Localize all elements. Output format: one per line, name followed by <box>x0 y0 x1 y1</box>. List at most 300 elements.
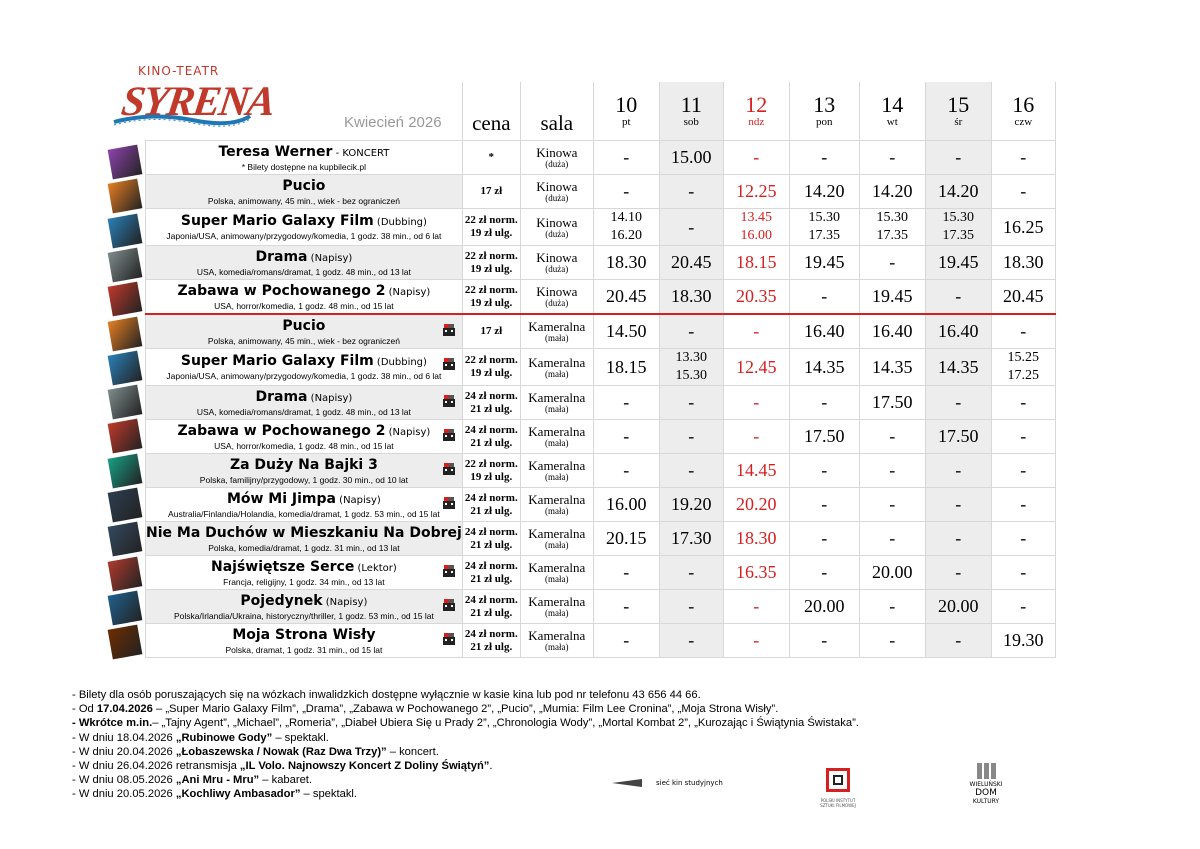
hall-size: (mała) <box>545 368 569 379</box>
showtime-cell <box>859 488 925 522</box>
showtime-cell <box>925 209 991 246</box>
showtime-cell <box>789 280 859 315</box>
note-segment: - W dniu 18.04.2026 <box>72 731 176 744</box>
hall-name: Kameralna <box>528 319 586 334</box>
showtime-cell <box>789 349 859 386</box>
movie-description: Polska, dramat, 1 godz. 31 min., od 15 lat <box>225 644 383 655</box>
showtime-cell <box>991 175 1055 209</box>
note-segment: - Wkrótce m.in. <box>72 717 153 730</box>
showtime: - <box>889 596 896 616</box>
showtime: 12.45 <box>736 356 777 377</box>
showtime-cell <box>925 420 991 454</box>
pisf-square-icon <box>826 768 850 792</box>
header-sala: sala <box>520 82 593 141</box>
movie-cell <box>146 314 463 349</box>
day-name: pt <box>622 116 631 128</box>
ticket-icon <box>442 394 456 408</box>
showtime: - <box>889 252 896 272</box>
showtime-cell <box>991 590 1055 624</box>
showtime-cell <box>991 556 1055 590</box>
movie-description: Polska, familijny/przygodowy, 1 godz. 30 min., od 10 lat <box>199 474 408 485</box>
showtime: 15.30 <box>808 210 841 225</box>
movie-cell <box>146 488 463 522</box>
showtime-cell <box>925 454 991 488</box>
hall-name: Kameralna <box>528 424 586 439</box>
ticket-icon <box>442 564 456 578</box>
showtime-cell <box>991 209 1055 246</box>
logo-wordmark: SYRENA <box>118 79 277 125</box>
note-segment: 17.04.2026 <box>96 703 153 716</box>
movie-cell <box>146 522 463 556</box>
movie-title <box>146 249 462 267</box>
movie-description: Francja, religijny, 1 godz. 34 min., od 13 lat <box>223 576 385 587</box>
movie-title-text: Super Mario Galaxy Film <box>180 353 374 369</box>
showtime: - <box>821 286 828 306</box>
showtime: 20.45 <box>1003 286 1044 306</box>
movie-poster-thumbnail <box>108 385 143 420</box>
movie-title <box>146 559 462 577</box>
price-line: 19 zł ulg. <box>470 262 513 275</box>
price-cell <box>462 454 520 488</box>
hall-cell <box>520 556 593 590</box>
showtime: 16.00 <box>740 228 773 243</box>
movie-description: Polska/Irlandia/Ukraina, historyczny/thriller, 1 godz. 53 min., od 15 lat <box>173 610 434 621</box>
schedule-body <box>146 141 1056 658</box>
price-cell <box>462 209 520 246</box>
showtime: 16.25 <box>1003 216 1044 237</box>
showtime: 16.35 <box>736 562 777 582</box>
hall-size: (mała) <box>545 438 569 448</box>
hall-size: (mała) <box>545 540 569 550</box>
showtime: 13.30 <box>675 350 708 365</box>
logo-subtitle: KINO-TEATR <box>138 64 220 78</box>
ticket-icon <box>442 462 456 476</box>
note-segment: – kabaret. <box>259 774 313 787</box>
showtime-cell <box>723 386 789 420</box>
note-segment: – spektakl. <box>300 788 358 801</box>
showtime: 20.45 <box>671 252 712 272</box>
hall-name: Kameralna <box>528 628 586 643</box>
movie-title <box>146 144 462 162</box>
price-cell <box>462 349 520 386</box>
wdk-line-2: DOM <box>975 788 997 798</box>
showtime-cell <box>925 488 991 522</box>
movie-title-text: Pojedynek <box>240 592 323 609</box>
showtime-cell <box>859 246 925 280</box>
showtime-cell <box>723 590 789 624</box>
movie-poster-thumbnail <box>108 282 143 317</box>
showtime: 16.00 <box>606 494 647 514</box>
showtime: - <box>1020 321 1027 341</box>
showtime-cell <box>723 488 789 522</box>
showtime-cell <box>723 246 789 280</box>
hall-cell <box>520 314 593 349</box>
movie-cell <box>146 590 463 624</box>
day-name: śr <box>954 116 963 128</box>
note-segment: – „Tajny Agent”, „Michael”, „Romeria”, „Diabeł Ubiera Się u Prady 2”, „Chronologia Wody”, „Mortal Kombat 2”, „Kurozając i Świątynia Świstaka”. <box>152 717 859 730</box>
day-header-16 <box>991 82 1055 141</box>
movie-title-text: Zabawa w Pochowanego 2 <box>177 422 386 439</box>
showtime: 17.35 <box>942 228 975 243</box>
day-number: 12 <box>745 92 768 117</box>
note-segment: „Ani Mru - Mru” <box>175 774 260 787</box>
showtime: - <box>821 630 828 650</box>
price-line: 24 zł norm. <box>464 491 518 504</box>
showtime: 17.35 <box>876 228 909 243</box>
price-cell <box>462 280 520 315</box>
showtime-cell <box>789 420 859 454</box>
showtime: 20.00 <box>872 562 913 582</box>
showtime-cell <box>859 209 925 246</box>
hall-size: (mała) <box>545 608 569 618</box>
hall-size: (mała) <box>545 404 569 414</box>
movie-poster-thumbnail <box>108 419 143 454</box>
movie-title-text: Zabawa w Pochowanego 2 <box>177 282 386 299</box>
showtime: 19.45 <box>804 252 845 272</box>
showtime: - <box>1020 181 1027 201</box>
hall-name: Kameralna <box>528 594 586 609</box>
movie-poster-thumbnail <box>108 179 143 214</box>
showtime: 16.20 <box>610 228 643 243</box>
showtime-cell <box>991 314 1055 349</box>
showtime-cell <box>859 314 925 349</box>
showtime: 20.00 <box>804 596 845 616</box>
movie-poster-thumbnail <box>108 625 143 660</box>
showtime-cell <box>925 280 991 315</box>
hall-name: Kameralna <box>528 526 586 541</box>
showtime-cell <box>659 209 723 246</box>
movie-cell <box>146 280 463 315</box>
showtime: 17.35 <box>808 228 841 243</box>
ticket-icon <box>442 357 456 371</box>
showtime: - <box>955 392 962 412</box>
hall-size: (mała) <box>545 333 569 343</box>
price-line: 22 zł norm. <box>464 457 518 470</box>
screening-row <box>146 246 1056 280</box>
wdk-bars-icon <box>968 763 1004 779</box>
showtime-cell <box>991 280 1055 315</box>
showtime: - <box>688 392 695 412</box>
showtime-cell <box>925 246 991 280</box>
showtime: - <box>1020 562 1027 582</box>
day-number: 10 <box>615 92 638 117</box>
screening-row <box>146 280 1056 315</box>
movie-title <box>146 178 462 196</box>
hall-cell <box>520 488 593 522</box>
showtime: - <box>821 392 828 412</box>
showtime-cell <box>659 280 723 315</box>
showtime-cell <box>991 624 1055 658</box>
showtime-cell <box>723 209 789 246</box>
movie-title <box>146 627 462 645</box>
showtime-cell <box>925 556 991 590</box>
note-line <box>72 745 952 759</box>
showtime: 14.35 <box>872 356 913 377</box>
screening-row <box>146 175 1056 209</box>
movie-poster-thumbnail <box>108 453 143 488</box>
hall-size: (mała) <box>545 642 569 652</box>
showtime: - <box>688 630 695 650</box>
note-line <box>72 688 952 702</box>
movie-title <box>146 457 462 475</box>
movie-cell <box>146 349 463 386</box>
showtime-cell <box>789 454 859 488</box>
showtime-cell <box>659 556 723 590</box>
schedule-table <box>145 82 1056 658</box>
showtime: - <box>688 562 695 582</box>
showtime: 18.15 <box>736 252 777 272</box>
ticket-icon <box>442 632 456 646</box>
showtime: 16.40 <box>804 321 845 341</box>
showtime: - <box>1020 596 1027 616</box>
showtime: - <box>889 426 896 446</box>
hall-size: (duża) <box>545 298 569 308</box>
showtime-cell <box>593 522 659 556</box>
showtime-cell <box>859 280 925 315</box>
movie-version: (Napisy) <box>335 494 381 506</box>
showtime-cell <box>593 454 659 488</box>
price-line: * <box>488 151 495 163</box>
showtime-cell <box>859 522 925 556</box>
day-number: 13 <box>813 92 836 117</box>
showtime-cell <box>925 624 991 658</box>
movie-cell <box>146 175 463 209</box>
movie-title <box>146 525 462 543</box>
showtime-cell <box>659 246 723 280</box>
screening-row <box>146 141 1056 175</box>
showtime: - <box>821 562 828 582</box>
price-cell <box>462 522 520 556</box>
movie-description: Australia/Finlandia/Holandia, komedia/dramat, 1 godz. 53 min., od 15 lat <box>168 508 440 519</box>
movie-title-text: Mów Mi Jimpa <box>226 490 336 507</box>
showtime-cell <box>593 246 659 280</box>
day-number: 16 <box>1012 92 1035 117</box>
showtime: 15.30 <box>942 210 975 225</box>
showtime-cell <box>659 386 723 420</box>
screening-row <box>146 349 1056 386</box>
showtime: 14.20 <box>804 181 845 201</box>
movie-poster-thumbnail <box>108 350 143 385</box>
showtime-cell <box>723 522 789 556</box>
price-cell <box>462 246 520 280</box>
showtime-cell <box>659 141 723 175</box>
wdk-line-1: WIELUŃSKI <box>969 781 1003 788</box>
price-cell <box>462 175 520 209</box>
price-line: 19 zł ulg. <box>470 227 513 239</box>
showtime-cell <box>859 420 925 454</box>
showtime: - <box>1020 426 1027 446</box>
screening-row <box>146 314 1056 349</box>
hall-cell <box>520 141 593 175</box>
showtime-cell <box>991 420 1055 454</box>
showtime-cell <box>991 386 1055 420</box>
showtime: 20.45 <box>606 286 647 306</box>
showtime: - <box>623 392 630 412</box>
showtime-cell <box>991 246 1055 280</box>
showtime: - <box>688 321 695 341</box>
pisf-label: POLSKI INSTYTUT SZTUKI FILMOWEJ <box>820 798 856 808</box>
showtime: 17.30 <box>671 528 712 548</box>
showtime: 20.35 <box>736 286 777 306</box>
showtime: - <box>623 147 630 167</box>
movie-description: USA, horror/komedia, 1 godz. 48 min., od 15 lat <box>214 440 394 451</box>
hall-name: Kameralna <box>528 390 586 405</box>
showtime-cell <box>593 175 659 209</box>
note-line <box>72 716 952 730</box>
note-segment: - W dniu 08.05.2026 <box>72 774 176 787</box>
showtime-cell <box>789 314 859 349</box>
movie-description: Japonia/USA, animowany/przygodowy/komedia, 1 godz. 38 min., od 6 lat <box>166 371 442 381</box>
showtime: 14.20 <box>938 181 979 201</box>
showtime: 17.25 <box>1007 368 1040 383</box>
showtime-cell <box>789 141 859 175</box>
month-label: Kwiecień 2026 <box>344 114 442 131</box>
showtime: - <box>753 426 760 446</box>
showtime: - <box>955 494 962 514</box>
movie-cell <box>146 386 463 420</box>
price-cell <box>462 556 520 590</box>
movie-version: - KONCERT <box>332 147 390 159</box>
price-cell <box>462 590 520 624</box>
movie-title-text: Teresa Werner <box>218 143 333 160</box>
hall-size: (mała) <box>545 574 569 584</box>
movie-title-text: Moja Strona Wisły <box>232 626 376 643</box>
screening-row <box>146 556 1056 590</box>
showtime: - <box>623 562 630 582</box>
showtime-cell <box>723 624 789 658</box>
showtime: - <box>889 528 896 548</box>
showtime: - <box>1020 528 1027 548</box>
showtime-cell <box>593 590 659 624</box>
day-header-11 <box>659 82 723 141</box>
note-line <box>72 702 952 716</box>
price-line: 21 zł ulg. <box>470 640 513 653</box>
movie-cell <box>146 454 463 488</box>
showtime: 19.20 <box>671 494 712 514</box>
movie-version: (Napisy) <box>307 392 353 404</box>
showtime: - <box>753 147 760 167</box>
header-cena: cena <box>462 82 520 141</box>
price-line: 19 zł ulg. <box>470 470 513 483</box>
price-cell <box>462 141 520 175</box>
movie-cell <box>146 624 463 658</box>
header-row <box>146 82 1056 141</box>
showtime-cell <box>659 314 723 349</box>
showtime-cell <box>593 420 659 454</box>
hall-cell <box>520 280 593 315</box>
showtime: 14.50 <box>606 321 647 341</box>
price-cell <box>462 624 520 658</box>
showtime-cell <box>925 590 991 624</box>
showtime: 18.30 <box>736 528 777 548</box>
showtime-cell <box>859 624 925 658</box>
ticket-icon <box>442 323 456 337</box>
movie-version: (Dubbing) <box>373 357 427 368</box>
showtime: - <box>753 392 760 412</box>
price-line: 22 zł norm. <box>464 214 518 226</box>
movie-title-text: Pucio <box>282 317 326 334</box>
day-header-12 <box>723 82 789 141</box>
movie-cell <box>146 556 463 590</box>
siec-kin-logo <box>612 779 723 787</box>
showtime: 18.15 <box>606 356 647 377</box>
screening-row <box>146 522 1056 556</box>
movie-description: Japonia/USA, animowany/przygodowy/komedia, 1 godz. 38 min., od 6 lat <box>166 231 442 241</box>
showtime-cell <box>659 454 723 488</box>
screening-row <box>146 420 1056 454</box>
showtime: - <box>955 286 962 306</box>
showtime: - <box>889 494 896 514</box>
showtime-cell <box>659 349 723 386</box>
movie-poster-thumbnail <box>108 316 143 351</box>
showtime: - <box>821 460 828 480</box>
showtime: - <box>623 426 630 446</box>
price-cell <box>462 420 520 454</box>
showtime-cell <box>789 488 859 522</box>
day-name: sob <box>683 116 699 128</box>
note-segment: - W dniu 26.04.2026 retransmisja <box>72 760 240 773</box>
showtime-cell <box>789 590 859 624</box>
showtime: 14.10 <box>610 210 643 225</box>
showtime-cell <box>859 556 925 590</box>
price-cell <box>462 314 520 349</box>
day-header-13 <box>789 82 859 141</box>
screening-row <box>146 454 1056 488</box>
showtime-cell <box>859 454 925 488</box>
showtime: 16.40 <box>872 321 913 341</box>
showtime-cell <box>723 349 789 386</box>
showtime: 15.30 <box>876 210 909 225</box>
note-segment: „Łobaszewska / Nowak (Raz Dwa Trzy)” <box>175 745 387 758</box>
price-line: 22 zł norm. <box>464 283 518 296</box>
showtime-cell <box>789 175 859 209</box>
hall-size: (mała) <box>545 472 569 482</box>
showtime: 15.25 <box>1007 350 1040 365</box>
movie-poster-thumbnail <box>108 488 143 523</box>
showtime: - <box>753 321 760 341</box>
day-name: wt <box>886 116 898 128</box>
showtime: - <box>688 460 695 480</box>
movie-version: (Lektor) <box>354 562 397 574</box>
movie-description: Polska, animowany, 45 min., wiek - bez ograniczeń <box>207 335 400 346</box>
showtime-cell <box>991 141 1055 175</box>
hall-size: (duża) <box>545 159 569 169</box>
price-line: 24 zł norm. <box>464 593 518 606</box>
showtime-cell <box>723 454 789 488</box>
showtime-cell <box>723 280 789 315</box>
showtime-cell <box>859 141 925 175</box>
price-line: 21 zł ulg. <box>470 402 513 415</box>
showtime: - <box>955 147 962 167</box>
showtime-cell <box>859 590 925 624</box>
price-line: 21 zł ulg. <box>470 504 513 517</box>
showtime-cell <box>593 280 659 315</box>
showtime: - <box>821 528 828 548</box>
showtime-cell <box>723 141 789 175</box>
showtime: 20.20 <box>736 494 777 514</box>
showtime-cell <box>723 556 789 590</box>
movie-title <box>146 318 462 336</box>
showtime-cell <box>723 175 789 209</box>
price-line: 24 zł norm. <box>464 525 518 538</box>
note-segment: . <box>489 760 493 773</box>
pisf-logo <box>818 768 858 808</box>
price-line: 19 zł ulg. <box>470 367 513 379</box>
ticket-icon <box>442 496 456 510</box>
hall-name: Kinowa <box>536 179 578 194</box>
showtime: - <box>821 494 828 514</box>
note-segment: – „Super Mario Galaxy Film”, „Drama”, „Zabawa w Pochowanego 2”, „Pucio”, „Mumia: Film Lee Cronina”, „Moja Strona Wisły”. <box>152 703 779 716</box>
